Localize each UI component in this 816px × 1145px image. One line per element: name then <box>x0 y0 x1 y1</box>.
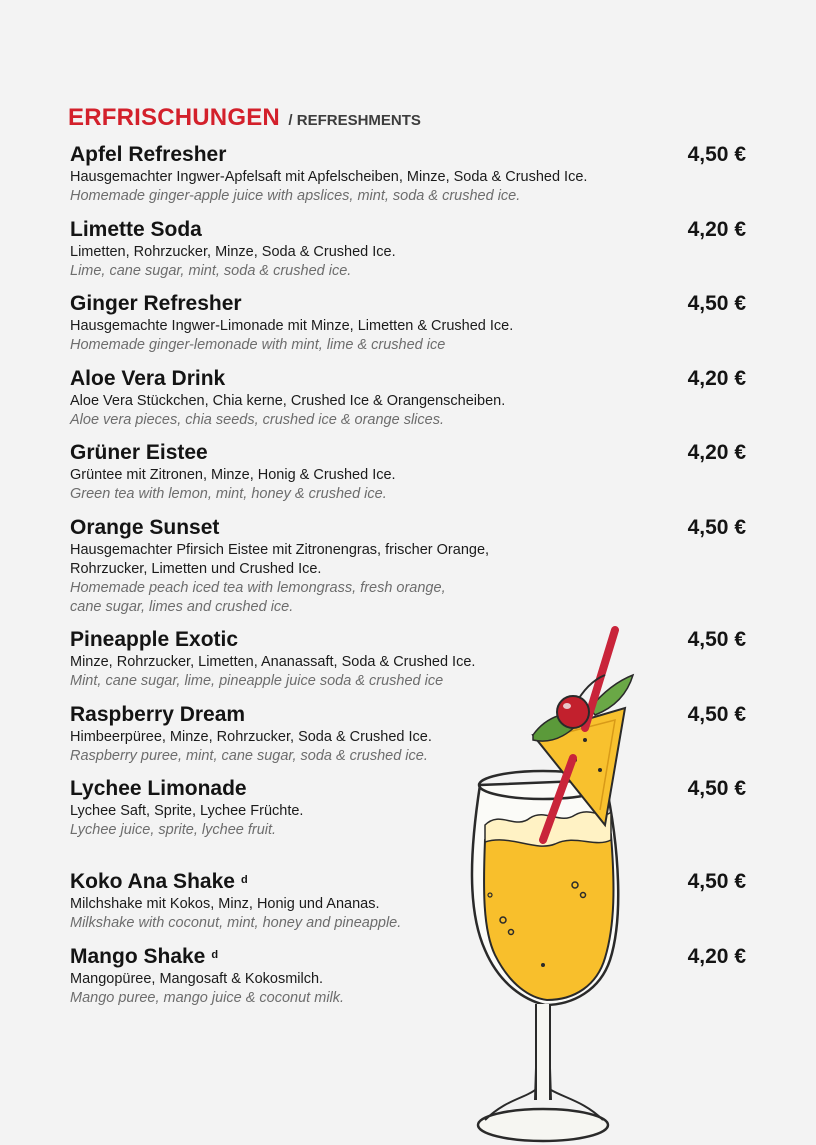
item-description-en: Lychee juice, sprite, lychee fruit. <box>70 822 277 838</box>
menu-item-apfel-refresher <box>70 142 750 206</box>
item-description-en: Milkshake with coconut, mint, honey and pineapple. <box>70 915 402 931</box>
item-description-de-line2: Rohrzucker, Limetten und Crushed Ice. <box>70 561 322 577</box>
item-name: Koko Ana Shake <box>70 870 235 893</box>
menu-item-gruener-eistee <box>70 440 750 504</box>
item-price: 4,20 € <box>687 367 746 390</box>
menu-item-ginger-refresher <box>70 291 750 355</box>
item-name: Ginger Refresher <box>70 292 242 315</box>
item-description-en: Mango puree, mango juice & coconut milk. <box>70 990 345 1006</box>
allergen-mark: d <box>240 874 248 886</box>
item-price: 4,50 € <box>687 870 746 893</box>
item-description-de: Limetten, Rohrzucker, Minze, Soda & Crushed Ice. <box>70 244 396 260</box>
item-price: 4,20 € <box>687 218 746 241</box>
item-description-en: Homemade ginger-apple juice with apslices, mint, soda & crushed ice. <box>70 188 521 204</box>
item-description-en: Homemade ginger-lemonade with mint, lime & crushed ice <box>70 337 446 353</box>
item-name: Apfel Refresher <box>70 143 227 166</box>
item-description-de: Himbeerpüree, Minze, Rohrzucker, Soda & Crushed Ice. <box>70 729 432 745</box>
item-description-de: Hausgemachter Ingwer-Apfelsaft mit Apfelscheiben, Minze, Soda & Crushed Ice. <box>70 169 588 185</box>
item-price: 4,20 € <box>687 441 746 464</box>
cocktail-glass-icon <box>455 620 655 1145</box>
section-heading <box>68 104 421 132</box>
item-description-de: Milchshake mit Kokos, Minz, Honig und Ananas. <box>70 896 380 912</box>
item-price: 4,50 € <box>687 628 746 651</box>
item-description-de: Hausgemachte Ingwer-Limonade mit Minze, Limetten & Crushed Ice. <box>70 318 514 334</box>
item-description-de: Aloe Vera Stückchen, Chia kerne, Crushed Ice & Orangenscheiben. <box>70 393 506 409</box>
item-name: Raspberry Dream <box>70 703 246 726</box>
section-subtitle: / REFRESHMENTS <box>288 112 421 129</box>
item-description-en: Mint, cane sugar, lime, pineapple juice soda & crushed ice <box>70 673 444 689</box>
item-description-de: Lychee Saft, Sprite, Lychee Früchte. <box>70 803 304 819</box>
item-name: Grüner Eistee <box>70 441 208 464</box>
item-name: Limette Soda <box>70 218 202 241</box>
item-description-de: Minze, Rohrzucker, Limetten, Ananassaft, Soda & Crushed Ice. <box>70 654 476 670</box>
section-title: ERFRISCHUNGEN <box>68 104 280 131</box>
item-price: 4,50 € <box>687 292 746 315</box>
item-name: Pineapple Exotic <box>70 628 239 651</box>
menu-item-limette-soda <box>70 217 750 281</box>
item-description-en-line2: cane sugar, limes and crushed ice. <box>70 599 294 615</box>
item-description-de: Grüntee mit Zitronen, Minze, Honig & Crushed Ice. <box>70 467 396 483</box>
item-name: Aloe Vera Drink <box>70 367 226 390</box>
item-description-en-line1: Homemade peach iced tea with lemongrass, fresh orange, <box>70 580 446 596</box>
item-name: Orange Sunset <box>70 516 220 539</box>
item-description-de-line1: Hausgemachter Pfirsich Eistee mit Zitronengras, frischer Orange, <box>70 542 490 558</box>
item-description-en: Raspberry puree, mint, cane sugar, soda & crushed ice. <box>70 748 428 764</box>
item-price: 4,50 € <box>687 516 746 539</box>
item-description-en: Green tea with lemon, mint, honey & crushed ice. <box>70 486 387 502</box>
item-description-en: Aloe vera pieces, chia seeds, crushed ice & orange slices. <box>70 412 444 428</box>
item-description-en: Lime, cane sugar, mint, soda & crushed ice. <box>70 263 352 279</box>
item-description-de: Mangopüree, Mangosaft & Kokosmilch. <box>70 971 324 987</box>
item-price: 4,20 € <box>687 945 746 968</box>
menu-item-aloe-vera-drink <box>70 366 750 430</box>
allergen-mark: d <box>211 949 219 961</box>
item-name: Lychee Limonade <box>70 777 247 800</box>
item-name: Mango Shake <box>70 945 206 968</box>
item-price: 4,50 € <box>687 143 746 166</box>
item-price: 4,50 € <box>687 703 746 726</box>
menu-item-orange-sunset <box>70 515 750 617</box>
item-price: 4,50 € <box>687 777 746 800</box>
